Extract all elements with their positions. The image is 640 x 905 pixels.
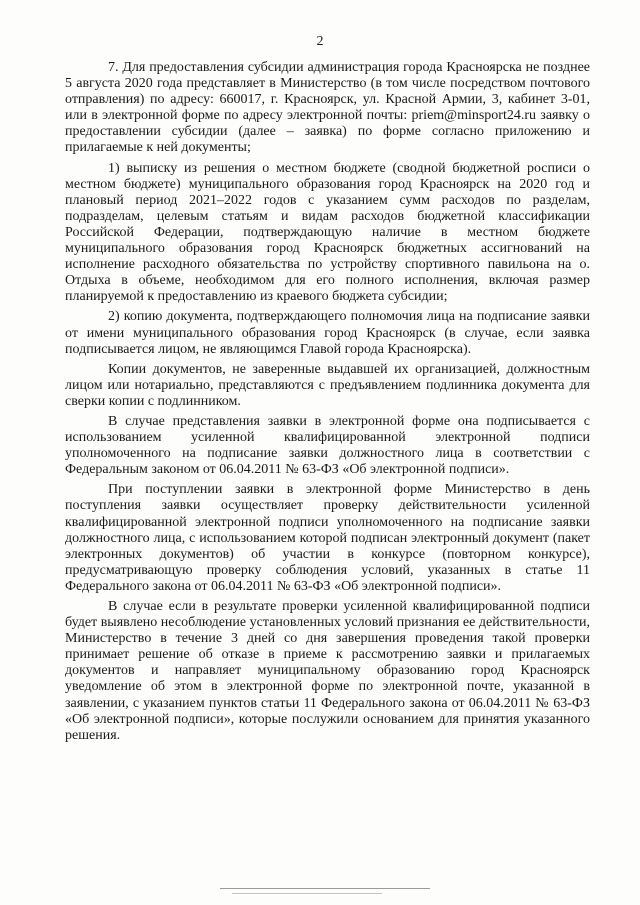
paragraph-electronic-submission: В случае представления заявки в электронной форме она подписывается с использованием усиленной квалифицированной электронной подписи уполномоченного на подписание заявки должностного лица в соответствии с Федеральным законом от 06.04.2011 № 63-ФЗ «Об электронной подписи». — [65, 413, 590, 478]
page-number: 2 — [316, 34, 324, 49]
paragraph-copies-certification: Копии документов, не заверенные выдавшей их организацией, должностным лицом или нотариально, представляются с предъявлением подлинника документа для сверки копии с подлинником. — [65, 361, 590, 409]
paragraph-subitem-1: 1) выписку из решения о местном бюджете (сводной бюджетной росписи о местном бюджете) муниципального образования город Красноярск на 2020 год и плановый период 2021–2022 годов с указанием сумм расходов по разделам, подразделам, целевым статьям и видам расходов бюджетной классификации Российской Федерации, подтверждающую наличие в местном бюджете муниципального образования город Красноярск бюджетных ассигнований на исполнение расходного обязательства по устройству спортивного павильона на о. Отдыха в объеме, необходимом для его полного исполнения, включая размер планируемой к предоставлению из краевого бюджета субсидии; — [65, 160, 590, 305]
paragraph-signature-verification: При поступлении заявки в электронной форме Министерство в день поступления заявки осуществляет проверку действительности усиленной квалифицированной электронной подписи уполномоченного на подписание заявки должностного лица, с использованием которой подписан электронный документ (пакет электронных документов) об участии в конкурсе (повторном конкурсе), предусматривающую проверку соблюдения условий, указанных в статье 11 Федерального закона от 06.04.2011 № 63-ФЗ «Об электронной подписи». — [65, 482, 590, 594]
paragraph-subitem-2: 2) копию документа, подтверждающего полномочия лица на подписание заявки от имени муниципального образования город Красноярск (в случае, если заявка подписывается лицом, не являющимся Главой города Красноярска). — [65, 309, 590, 357]
footer-divider-secondary — [232, 893, 382, 894]
document-body — [65, 60, 590, 748]
paragraph-verification-failure: В случае если в результате проверки усиленной квалифицированной подписи будет выявлено несоблюдение установленных условий признания ее действительности, Министерство в течение 3 дней со дня завершения проведения такой проверки принимает решение об отказе в приеме к рассмотрению заявки и прилагаемых документов и направляет муниципальному образованию город Красноярск уведомление об этом в электронной форме по электронной почте, указанной в заявлении, с указанием пунктов статьи 11 Федерального закона от 06.04.2011 № 63-ФЗ «Об электронной подписи», которые послужили основанием для принятия указанного решения. — [65, 599, 590, 743]
footer-divider — [220, 888, 430, 889]
paragraph-item-7: 7. Для предоставления субсидии администрация города Красноярска не позднее 5 августа 2020 года представляет в Министерство (в том числе посредством почтового отправления) по адресу: 660017, г. Красноярск, ул. Красной Армии, 3, кабинет 3-01, или в электронной форме по адресу электронной почты: priem@minsport24.ru заявку о предоставлении субсидии (далее – заявка) по форме согласно приложению и прилагаемые к ней документы; — [65, 60, 590, 156]
